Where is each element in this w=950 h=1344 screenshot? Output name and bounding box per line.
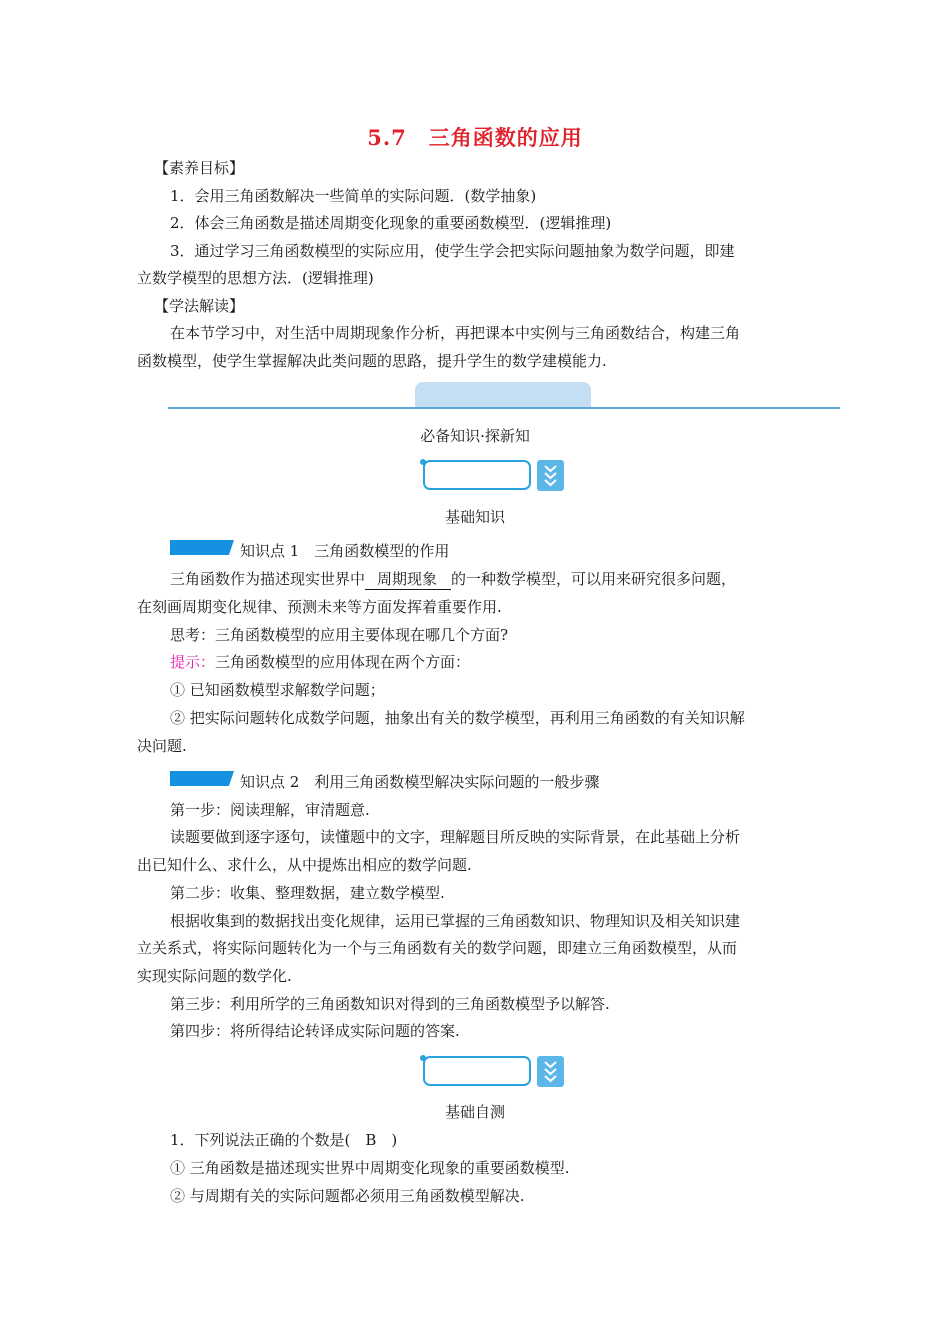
answer-blank: 周期现象 (365, 569, 451, 590)
section-tab (415, 382, 591, 408)
section-number: 5.7 (367, 125, 407, 150)
double-chevron-down-icon (537, 1056, 564, 1087)
hint-point: ② 把实际问题转化成数学问题，抽象出有关的数学模型，再利用三角函数的有关知识解 (170, 709, 745, 727)
kp2-text: 根据收集到的数据找出变化规律，运用已掌握的三角函数知识、物理知识及相关知识建 (170, 912, 741, 930)
kp1-tag (170, 540, 234, 555)
double-chevron-down-icon (537, 460, 564, 491)
goal-item: 立数学模型的思想方法．(逻辑推理) (137, 269, 374, 287)
kp2-text: 实现实际问题的数学化. (137, 967, 292, 985)
statement-1: ① 三角函数是描述现实世界中周期变化现象的重要函数模型. (170, 1159, 570, 1177)
method-text: 在本节学习中，对生活中周期现象作分析，再把课本中实例与三角函数结合，构建三角 (170, 324, 741, 342)
think-question: 思考：三角函数模型的应用主要体现在哪几个方面? (170, 626, 509, 644)
heading-frame (423, 460, 531, 490)
goal-item: 1．会用三角函数解决一些简单的实际问题．(数学抽象) (170, 187, 537, 205)
basic-knowledge-title: 基础知识 (444, 508, 505, 526)
goal-item: 3．通过学习三角函数模型的实际应用，使学生学会把实际问题抽象为数学问题，即建 (170, 242, 735, 260)
kp2-text: 第一步：阅读理解，审清题意. (170, 801, 370, 819)
section-divider (168, 407, 840, 409)
hint: 提示：三角函数模型的应用体现在两个方面： (170, 653, 471, 671)
hint-label: 提示： (170, 653, 216, 671)
kp1-text: 在刻画周期变化规律、预测未来等方面发挥着重要作用. (137, 598, 502, 616)
question-1: 1．下列说法正确的个数是( B ) (170, 1131, 398, 1149)
statement-2: ② 与周期有关的实际问题都必须用三角函数模型解决. (170, 1187, 525, 1205)
hint-point: 决问题. (137, 737, 187, 755)
hint-point: ① 已知函数模型求解数学问题； (170, 681, 385, 699)
kp2-text: 立关系式，将实际问题转化为一个与三角函数有关的数学问题，即建立三角函数模型，从而 (137, 939, 738, 957)
page-title (0, 122, 950, 152)
method-heading: 【学法解读】 (154, 297, 245, 315)
kp2-text: 读题要做到逐字逐句，读懂题中的文字，理解题目所反映的实际背景，在此基础上分析 (170, 828, 741, 846)
kp2-text: 第四步：将所得结论转译成实际问题的答案. (170, 1022, 460, 1040)
goal-item: 2．体会三角函数是描述周期变化现象的重要函数模型．(逻辑推理) (170, 214, 612, 232)
self-test-title: 基础自测 (444, 1103, 505, 1121)
section-title: 必备知识·探新知 (420, 427, 530, 445)
heading-frame (423, 1056, 531, 1086)
kp1-heading: 知识点 1 三角函数模型的作用 (240, 542, 450, 560)
kp2-heading: 知识点 2 利用三角函数模型解决实际问题的一般步骤 (240, 773, 600, 791)
method-text: 函数模型，使学生掌握解决此类问题的思路，提升学生的数学建模能力. (137, 352, 607, 370)
kp1-text: 三角函数作为描述现实世界中 周期现象 的一种数学模型，可以用来研究很多问题， (170, 570, 737, 588)
title-text: 三角函数的应用 (428, 125, 583, 150)
kp2-text: 出已知什么、求什么，从中提炼出相应的数学问题. (137, 856, 472, 874)
goals-heading: 【素养目标】 (154, 159, 245, 177)
kp2-tag (170, 771, 234, 786)
kp2-text: 第三步：利用所学的三角函数知识对得到的三角函数模型予以解答. (170, 995, 610, 1013)
kp2-text: 第二步：收集、整理数据，建立数学模型. (170, 884, 445, 902)
